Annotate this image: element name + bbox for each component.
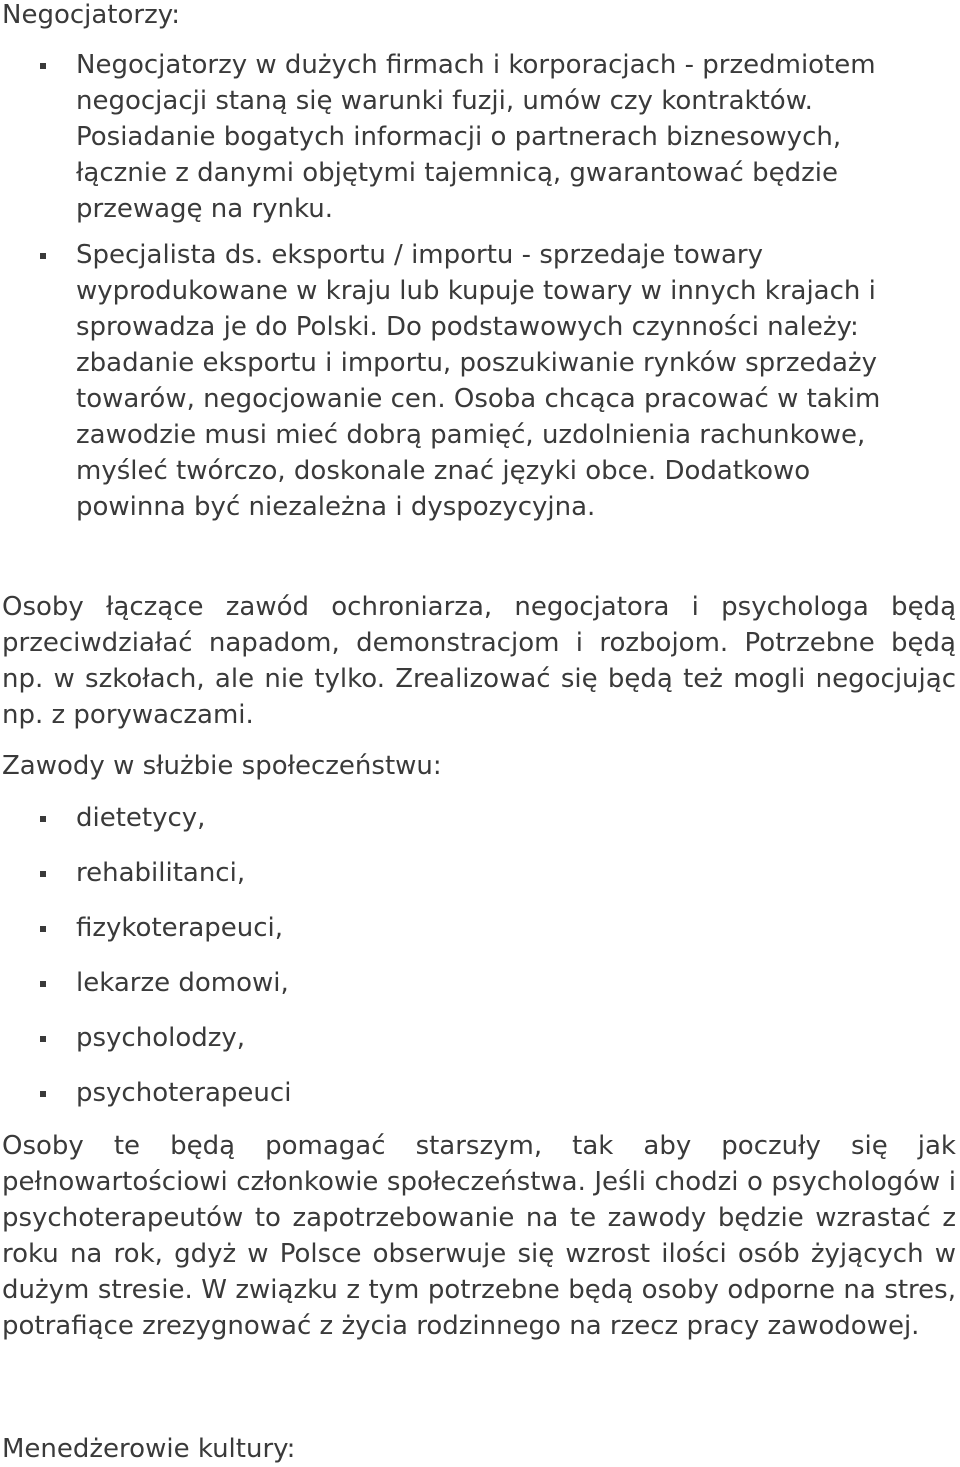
list-item-text: dietetycy, bbox=[76, 803, 206, 833]
list-item bbox=[0, 1075, 890, 1130]
list-item bbox=[0, 1020, 890, 1075]
list-item-text: psycholodzy, bbox=[76, 1023, 246, 1053]
list-item bbox=[0, 237, 890, 525]
list-item-text: Specjalista ds. eksportu / importu - sprzedaje towary wyprodukowane w kraju lub kupuje towary w innych krajach i sprowadza je do Polski. Do podstawowych czynności należy: zbadanie eksportu i importu, poszukiwanie rynków sprzedaży towarów, negocjowanie cen. Osoba chcąca pracować w takim zawodzie musi mieć dobrą pamięć, uzdolnienia rachunkowe, myśleć twórczo, doskonale znać języki obce. Dodatkowo powinna być niezależna i dyspozycyjna. bbox=[76, 240, 881, 522]
list-item bbox=[0, 47, 890, 227]
section-heading-social-professions: Zawody w służbie społeczeństwu: bbox=[2, 751, 442, 781]
square-bullet-icon bbox=[40, 253, 46, 259]
list-item-text: rehabilitanci, bbox=[76, 858, 246, 888]
square-bullet-icon bbox=[40, 1036, 46, 1042]
negotiators-list bbox=[0, 47, 890, 535]
square-bullet-icon bbox=[40, 926, 46, 932]
list-item bbox=[0, 965, 890, 1020]
list-item bbox=[0, 910, 890, 965]
social-paragraph: Osoby te będą pomagać starszym, tak aby poczuły się jak pełnowartościowi członkowie społeczeństwa. Jeśli chodzi o psychologów i psychoterapeutów to zapotrzebowanie na te zawody będzie wzrastać z roku na rok, gdyż w Polsce obserwuje się wzrost ilości osób żyjących w dużym stresie. W związku z tym potrzebne będą osoby odporne na stres, potrafiące zrezygnować z życia rodzinnego na rzecz pracy zawodowej. bbox=[2, 1131, 956, 1341]
square-bullet-icon bbox=[40, 816, 46, 822]
list-item bbox=[0, 800, 890, 855]
section-heading-culture-managers: Menedżerowie kultury: bbox=[2, 1434, 296, 1464]
square-bullet-icon bbox=[40, 871, 46, 877]
list-item-text: fizykoterapeuci, bbox=[76, 913, 284, 943]
list-item-text: Negocjatorzy w dużych firmach i korporacjach - przedmiotem negocjacji staną się warunki fuzji, umów czy kontraktów. Posiadanie bogatych informacji o partnerach biznesowych, łącznie z danymi objętymi tajemnicą, gwarantować będzie przewagę na rynku. bbox=[76, 50, 876, 224]
list-item bbox=[0, 855, 890, 910]
square-bullet-icon bbox=[40, 63, 46, 69]
list-item-text: psychoterapeuci bbox=[76, 1078, 292, 1108]
security-paragraph: Osoby łączące zawód ochroniarza, negocjatora i psychologa będą przeciwdziałać napadom, demonstracjom i rozbojom. Potrzebne będą np. w szkołach, ale nie tylko. Zrealizować się będą też mogli negocjując np. z porywaczami. bbox=[2, 592, 956, 730]
list-item-text: lekarze domowi, bbox=[76, 968, 289, 998]
social-professions-list bbox=[0, 800, 890, 1130]
section-heading-negotiators: Negocjatorzy: bbox=[2, 0, 181, 30]
square-bullet-icon bbox=[40, 981, 46, 987]
square-bullet-icon bbox=[40, 1091, 46, 1097]
